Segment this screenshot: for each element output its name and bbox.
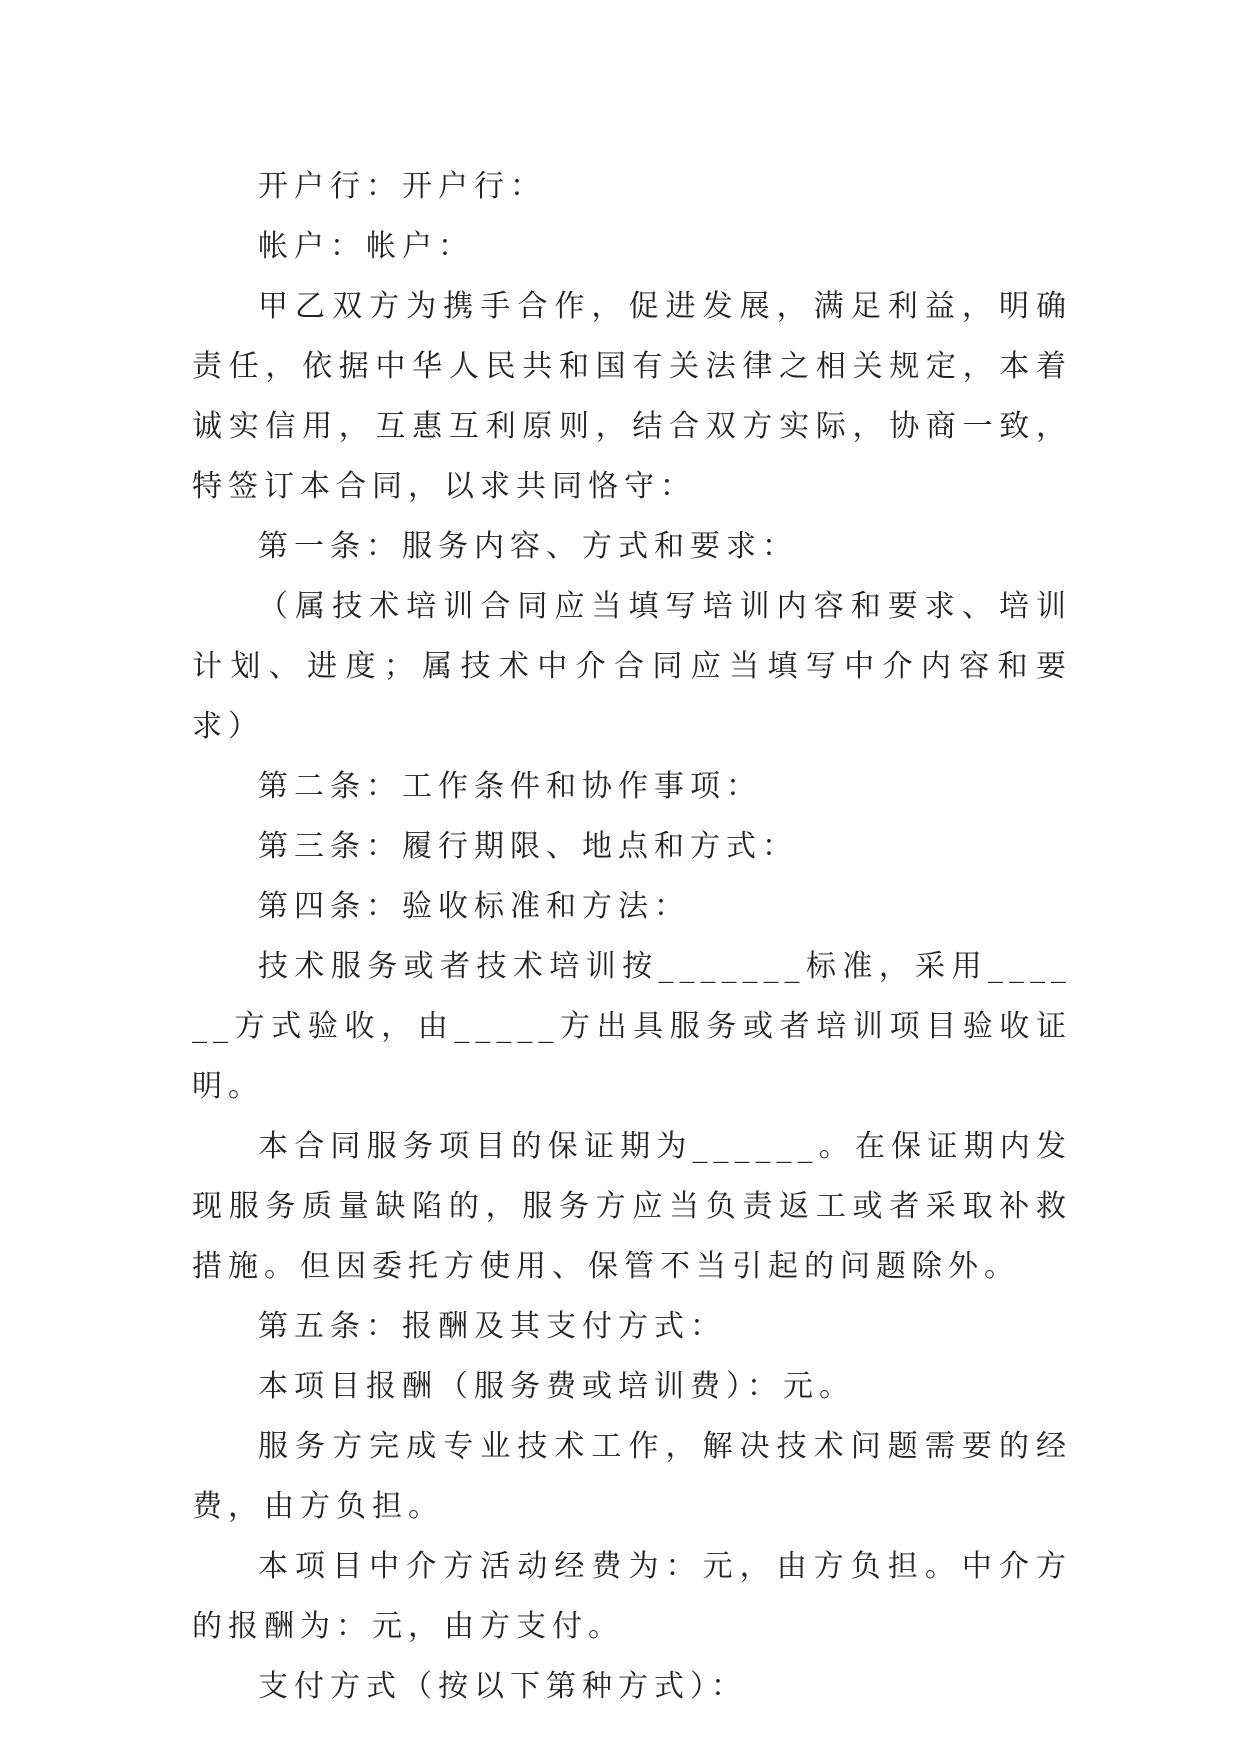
paragraph-warranty: 本合同服务项目的保证期为______。在保证期内发现服务质量缺陷的，服务方应当负责返工或者采取补救措施。但因委托方使用、保管不当引起的问题除外。: [192, 1129, 1072, 1284]
paragraph-preamble: 甲乙双方为携手合作，促进发展，满足利益，明确责任，依据中华人民共和国有关法律之相关规定，本着诚实信用，互惠互利原则，结合双方实际，协商一致，特签订本合同，以求共同恪守：: [192, 289, 1072, 504]
paragraph-bank: 开户行：开户行：: [258, 169, 546, 204]
paragraph-account: 帐户：帐户：: [258, 229, 474, 264]
document-body: [192, 157, 1072, 1717]
paragraph-article-4: 第四条：验收标准和方法：: [258, 889, 690, 924]
paragraph-article-1: 第一条：服务内容、方式和要求：: [258, 529, 798, 564]
paragraph-expenses: 服务方完成专业技术工作，解决技术问题需要的经费，由方负担。: [192, 1429, 1072, 1524]
paragraph-remuneration: 本项目报酬（服务费或培训费）：元。: [258, 1369, 855, 1404]
paragraph-article-5: 第五条：报酬及其支付方式：: [258, 1309, 726, 1344]
paragraph-acceptance: 技术服务或者技术培训按_______标准，采用______方式验收，由_____方出具服务或者培训项目验收证明。: [192, 949, 1072, 1104]
paragraph-intermediary-fees: 本项目中介方活动经费为：元，由方负担。中介方的报酬为：元，由方支付。: [192, 1549, 1072, 1644]
paragraph-payment-method: 支付方式（按以下第种方式）：: [258, 1669, 747, 1704]
paragraph-article-3: 第三条：履行期限、地点和方式：: [258, 829, 798, 864]
paragraph-article-1-note: （属技术培训合同应当填写培训内容和要求、培训计划、进度；属技术中介合同应当填写中介内容和要求）: [192, 589, 1072, 744]
paragraph-article-2: 第二条：工作条件和协作事项：: [258, 769, 762, 804]
